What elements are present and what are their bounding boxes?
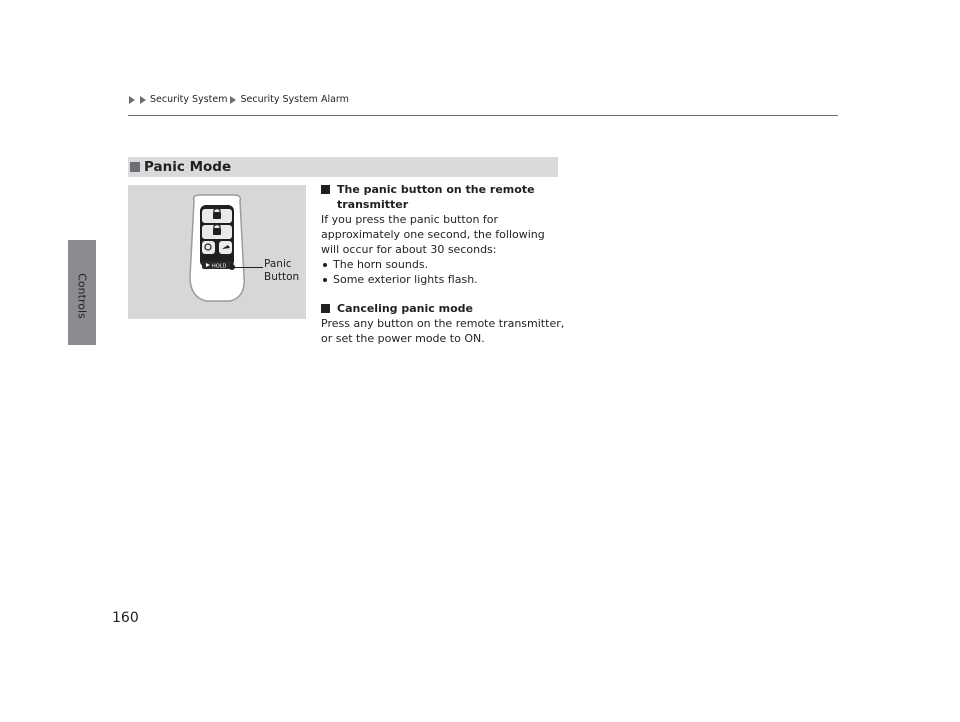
remote-transmitter-illustration: [128, 185, 306, 319]
breadcrumb-arrow-icon: [140, 96, 146, 104]
paragraph: Press any button on the remote transmitter, or set the power mode to ON.: [321, 317, 565, 345]
breadcrumb-arrow-icon: [230, 96, 236, 104]
section-header: [128, 157, 558, 177]
bullet-icon: [323, 278, 327, 282]
list-item: Some exterior lights flash.: [321, 272, 566, 287]
hold-text: HOLD: [212, 263, 227, 270]
paragraph: If you press the panic button for approximately one second, the following will occur for about 30 seconds:: [321, 213, 545, 256]
panic-button-callout: Panic Button: [264, 258, 300, 283]
section-square-icon: [130, 162, 140, 172]
content-column: [321, 182, 566, 346]
list-item: The horn sounds.: [321, 257, 566, 272]
breadcrumb: [128, 94, 349, 105]
breadcrumb-item[interactable]: Security System: [150, 94, 228, 105]
key-fob-icon: [128, 185, 306, 319]
side-tab-label: Controls: [75, 273, 89, 319]
bullet-list: [321, 257, 566, 287]
breadcrumb-item[interactable]: Security System Alarm: [240, 94, 349, 105]
callout-dot: [229, 264, 235, 270]
header-rule: [128, 115, 838, 116]
heading-square-icon: [321, 304, 330, 313]
subheading-canceling: Canceling panic mode: [321, 301, 566, 316]
bullet-icon: [323, 263, 327, 267]
page-number: 160: [112, 610, 139, 626]
breadcrumb-arrow-icon: [129, 96, 135, 104]
heading-square-icon: [321, 185, 330, 194]
callout-line: [233, 267, 263, 268]
section-title: Panic Mode: [144, 159, 232, 175]
subheading-panic-button: The panic button on the remote transmitter: [321, 182, 566, 212]
